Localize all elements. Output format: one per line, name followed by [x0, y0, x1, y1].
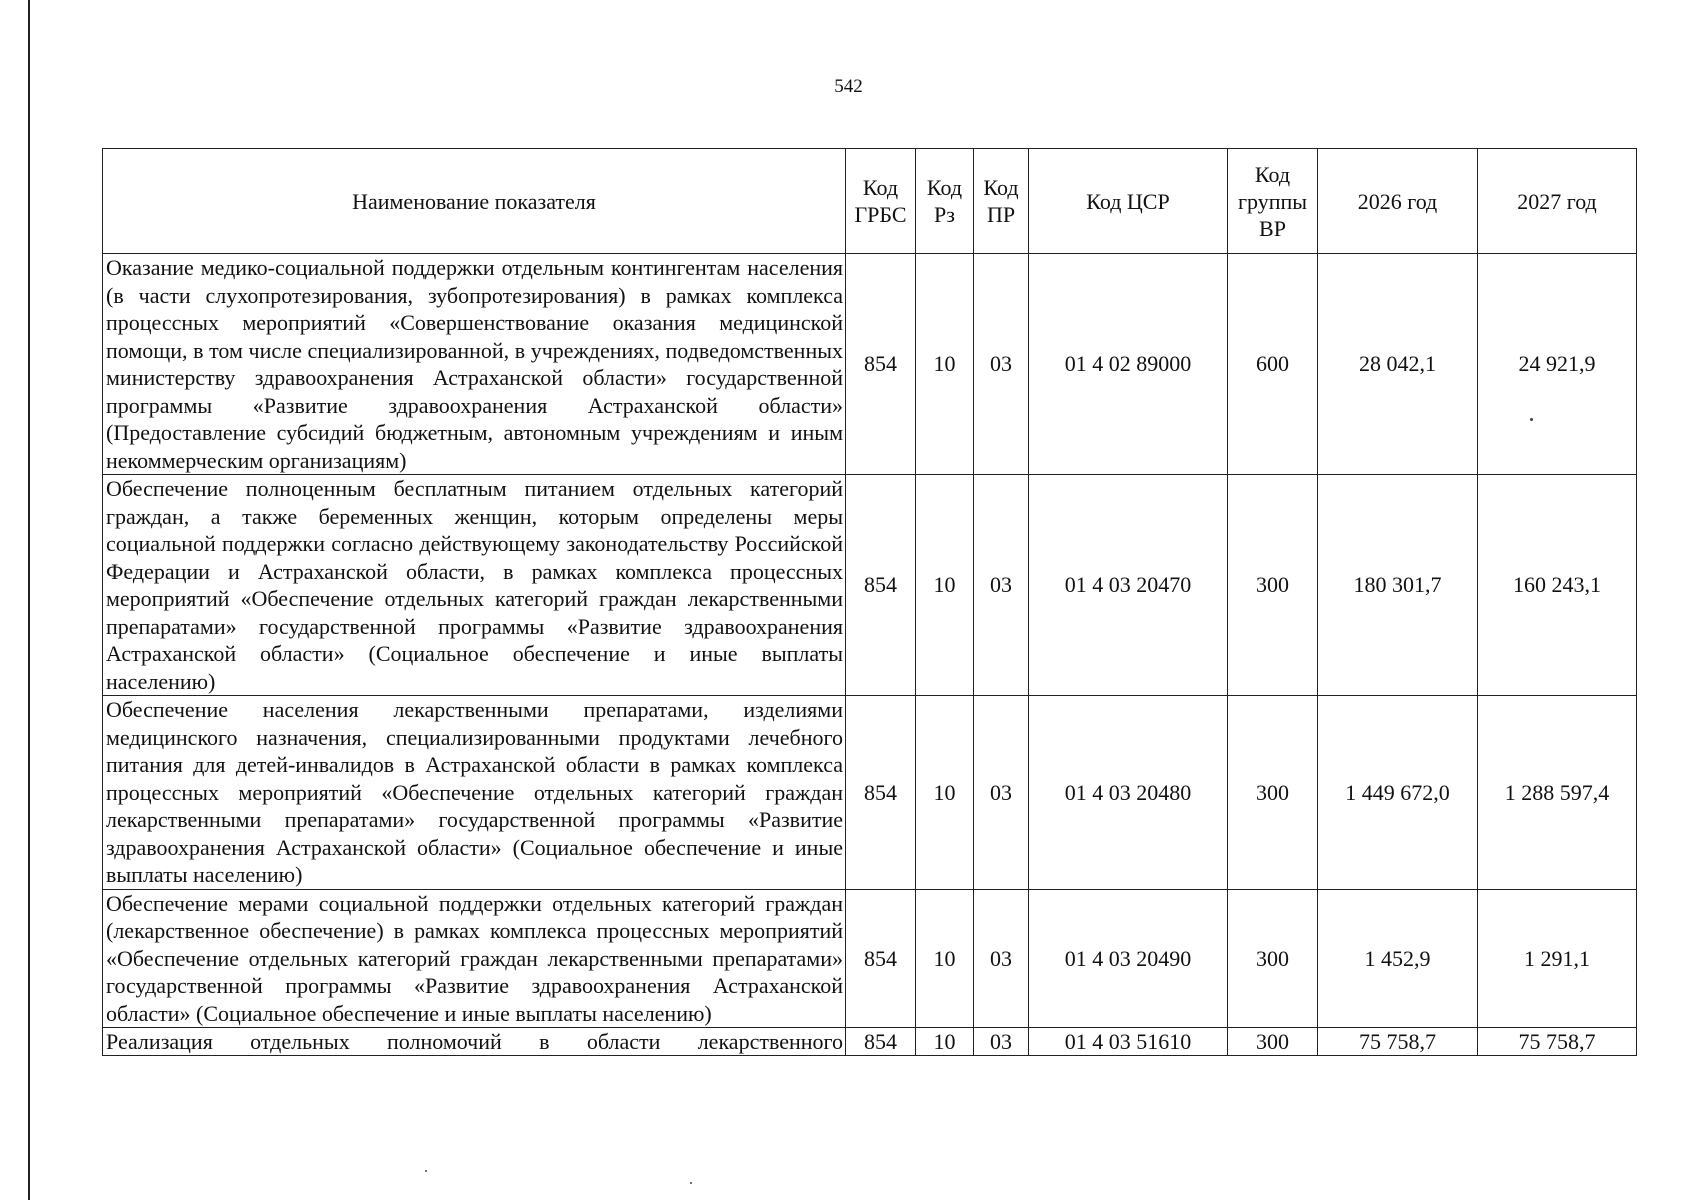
amount-2027: 24 921,9: [1478, 254, 1637, 475]
amount-2027: 1 288 597,4: [1478, 696, 1637, 890]
rz-code: 10: [916, 889, 974, 1028]
vr-group-code: 600: [1228, 254, 1318, 475]
csr-code: 01 4 03 20490: [1029, 889, 1228, 1028]
rz-code: 10: [916, 696, 974, 890]
header-csr-code: Код ЦСР: [1029, 149, 1228, 254]
scan-speck: [1530, 418, 1533, 421]
table-row: [103, 475, 1637, 696]
budget-table: [102, 148, 1637, 1056]
grbs-code: 854: [846, 1028, 916, 1056]
header-indicator-name: Наименование показателя: [103, 149, 846, 254]
grbs-code: 854: [846, 889, 916, 1028]
scan-speck: [425, 1170, 427, 1172]
amount-2027: 160 243,1: [1478, 475, 1637, 696]
table-header-row: [103, 149, 1637, 254]
rz-code: 10: [916, 475, 974, 696]
page-number: 542: [834, 76, 863, 97]
indicator-name: Оказание медико-социальной поддержки отдельным контингентам населения (в части слухопротезирования, зубопротезирования) в рамках комплекса процессных мероприятий «Совершенствование оказания медицинской помощи, в том числе специализированной, в учреждениях, подведомственных министерству здравоохранения Астраханской области» государственной программы «Развитие здравоохранения Астраханской области» (Предоставление субсидий бюджетным, автономным учреждениям и иным некоммерческим организациям): [103, 254, 846, 475]
csr-code: 01 4 02 89000: [1029, 254, 1228, 475]
amount-2027: 1 291,1: [1478, 889, 1637, 1028]
header-pr-code: Код ПР: [974, 149, 1029, 254]
grbs-code: 854: [846, 696, 916, 890]
indicator-name: Обеспечение полноценным бесплатным питанием отдельных категорий граждан, а также беременных женщин, которым определены меры социальной поддержки согласно действующему законодательству Российской Федерации и Астраханской области, в рамках комплекса процессных мероприятий «Обеспечение отдельных категорий граждан лекарственными препаратами» государственной программы «Развитие здравоохранения Астраханской области» (Социальное обеспечение и иные выплаты населению): [103, 475, 846, 696]
table-row: [103, 696, 1637, 890]
indicator-name: Обеспечение мерами социальной поддержки отдельных категорий граждан (лекарственное обеспечение) в рамках комплекса процессных мероприятий «Обеспечение отдельных категорий граждан лекарственными препаратами» государственной программы «Развитие здравоохранения Астраханской области» (Социальное обеспечение и иные выплаты населению): [103, 889, 846, 1028]
pr-code: 03: [974, 696, 1029, 890]
amount-2027: 75 758,7: [1478, 1028, 1637, 1056]
header-year-2027: 2027 год: [1478, 149, 1637, 254]
csr-code: 01 4 03 20480: [1029, 696, 1228, 890]
vr-group-code: 300: [1228, 696, 1318, 890]
header-grbs-code: Код ГРБС: [846, 149, 916, 254]
table-row: [103, 254, 1637, 475]
csr-code: 01 4 03 51610: [1029, 1028, 1228, 1056]
indicator-name: Обеспечение населения лекарственными препаратами, изделиями медицинского назначения, специализированными продуктами лечебного питания для детей-инвалидов в Астраханской области в рамках комплекса процессных мероприятий «Обеспечение отдельных категорий граждан лекарственными препаратами» государственной программы «Развитие здравоохранения Астраханской области» (Социальное обеспечение и иные выплаты населению): [103, 696, 846, 890]
amount-2026: 180 301,7: [1318, 475, 1478, 696]
indicator-name: Реализация отдельных полномочий в области лекарственного: [103, 1028, 846, 1056]
amount-2026: 1 449 672,0: [1318, 696, 1478, 890]
header-rz-code: Код Рз: [916, 149, 974, 254]
pr-code: 03: [974, 475, 1029, 696]
table-row: [103, 889, 1637, 1028]
amount-2026: 75 758,7: [1318, 1028, 1478, 1056]
csr-code: 01 4 03 20470: [1029, 475, 1228, 696]
table-row: [103, 1028, 1637, 1056]
grbs-code: 854: [846, 254, 916, 475]
amount-2026: 28 042,1: [1318, 254, 1478, 475]
amount-2026: 1 452,9: [1318, 889, 1478, 1028]
rz-code: 10: [916, 1028, 974, 1056]
grbs-code: 854: [846, 475, 916, 696]
pr-code: 03: [974, 1028, 1029, 1056]
scan-speck: [690, 1182, 692, 1184]
vr-group-code: 300: [1228, 889, 1318, 1028]
pr-code: 03: [974, 254, 1029, 475]
header-vr-group-code: Код группы ВР: [1228, 149, 1318, 254]
vr-group-code: 300: [1228, 1028, 1318, 1056]
vr-group-code: 300: [1228, 475, 1318, 696]
pr-code: 03: [974, 889, 1029, 1028]
left-margin-rule: [28, 0, 30, 1200]
header-year-2026: 2026 год: [1318, 149, 1478, 254]
rz-code: 10: [916, 254, 974, 475]
